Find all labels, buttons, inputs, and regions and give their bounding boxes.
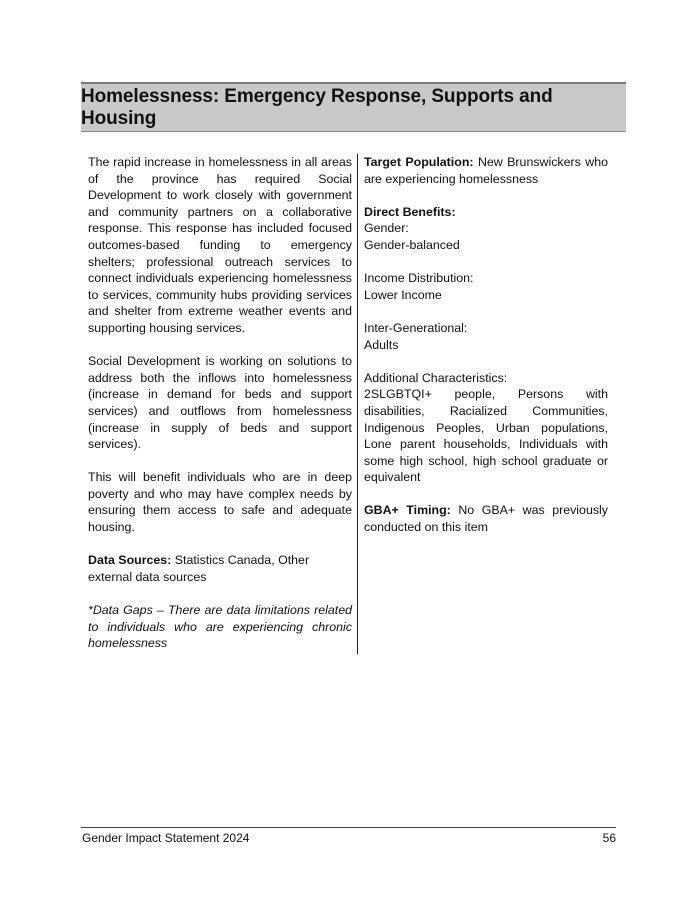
income-distribution — [364, 270, 608, 303]
title-band — [81, 82, 626, 132]
data-sources-label: Data Sources: — [88, 553, 172, 568]
description-paragraph-1: The rapid increase in homelessness in all areas of the province has required Social Development to work closely with government and community partners on a collaborative response. This response has included focused outcomes-based funding to emergency shelters; professional outreach services to connect individuals experiencing homelessness to services, community hubs providing services and shelter from extreme weather events and supporting housing services. — [88, 155, 352, 335]
target-population — [364, 154, 608, 187]
additional-value: 2SLGBTQI+ people, Persons with disabilities, Racialized Communities, Indigenous Peoples, Urban populations, Lone parent households, Individuals with some high school, high school graduate or equivalent — [364, 387, 608, 485]
data-gaps-text: *Data Gaps – There are data limitations related to individuals who are experiencing chronic homelessness — [88, 603, 352, 651]
footer-rule — [81, 827, 616, 828]
direct-benefits-label: Direct Benefits: — [364, 204, 456, 219]
gba-timing — [364, 502, 608, 535]
gender-label: Gender: — [364, 221, 409, 236]
data-sources — [88, 552, 352, 585]
footer-document-title: Gender Impact Statement 2024 — [82, 831, 250, 845]
direct-benefits — [364, 204, 608, 254]
income-label: Income Distribution: — [364, 271, 474, 286]
data-gaps-note — [88, 602, 352, 652]
page-title: Homelessness: Emergency Response, Supports and Housing — [81, 85, 553, 129]
gender-value: Gender-balanced — [364, 237, 460, 252]
additional-label: Additional Characteristics: — [364, 370, 508, 385]
page-number: 56 — [602, 831, 616, 845]
left-column — [88, 154, 352, 668]
additional-characteristics — [364, 370, 608, 486]
description-paragraph-2: Social Development is working on solutions to address both the inflows into homelessness (increase in demand for beds and support services) and outflows from homelessness (increase in supply of beds and support services). — [88, 354, 352, 452]
gba-timing-label: GBA+ Timing: — [364, 503, 451, 518]
target-population-label: Target Population: — [364, 155, 474, 169]
description-paragraph-3: This will benefit individuals who are in deep poverty and who may have complex needs by ensuring them access to safe and adequate housing. — [88, 470, 352, 535]
gba-timing-value: No GBA+ was previously conducted on this item — [364, 503, 608, 535]
right-column — [364, 154, 608, 552]
target-population-value: New Brunswickers who are experiencing homelessness — [364, 155, 608, 186]
inter-generational — [364, 320, 608, 353]
intergen-value: Adults — [364, 337, 399, 352]
data-sources-value: Statistics Canada, Other external data sources — [88, 553, 310, 584]
column-divider — [357, 154, 358, 654]
intergen-label: Inter-Generational: — [364, 320, 468, 335]
income-value: Lower Income — [364, 287, 442, 302]
